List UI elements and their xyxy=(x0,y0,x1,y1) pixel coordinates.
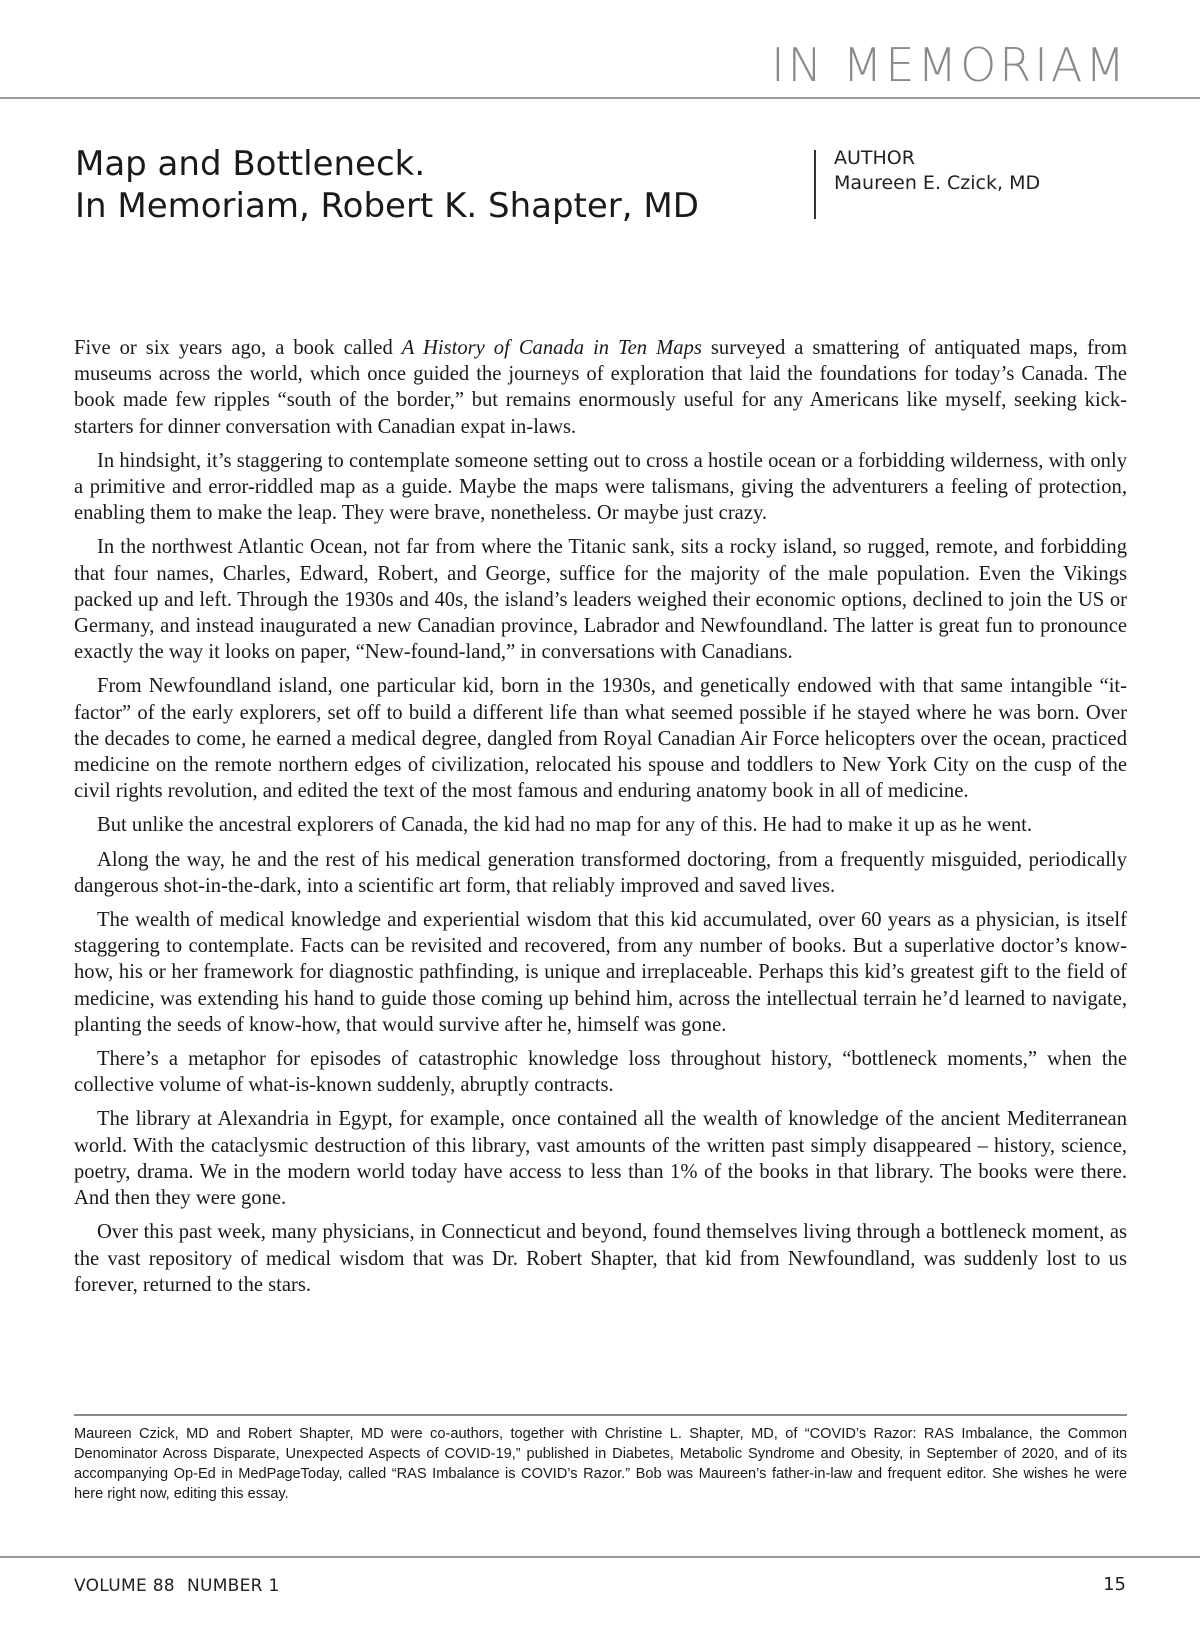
paragraph-text: surveyed a smattering of antiquated maps, from museums across the world, which once guided the journeys of exploration that laid the foundations for today’s Canada. The book made few ripples “south of the border,” but remains enormously useful for any Americans like myself, seeking kick-starters for dinner conversation with Canadian expat in-laws. xyxy=(74,337,1128,438)
number-label: NUMBER 1 xyxy=(186,1576,280,1596)
paragraph: The wealth of medical knowledge and experiential wisdom that this kid accumulated, over 60 years as a physician, is itself staggering to contemplate. Facts can be revisited and recovered, from any number of books. But a superlative doctor’s know-how, his or her framework for diagnostic pathfinding, is unique and irreplaceable. Perhaps this kid’s greatest gift to the field of medicine, was extending his hand to guide those coming up behind him, across the intellectual terrain he’d learned to navigate, planting the seeds of know-how, that would survive after he, himself was gone. xyxy=(74,909,1127,1036)
paragraph: There’s a metaphor for episodes of catastrophic knowledge loss throughout history, “bottleneck moments,” when the collective volume of what-is-known suddenly, abruptly contracts. xyxy=(74,1048,1127,1097)
paragraph: From Newfoundland island, one particular kid, born in the 1930s, and genetically endowed with that same intangible “it-factor” of the early explorers, set off to build a different life than what seemed possible if he stayed where he was born. Over the decades to come, he earned a medical degree, dangled from Royal Canadian Air Force helicopters over the ocean, practiced medicine on the remote northern edges of civilization, relocated his spouse and toddlers to New York City on the cusp of the civil rights revolution, and edited the text of the most famous and enduring anatomy book in all of medicine. xyxy=(74,675,1127,803)
paragraph: Along the way, he and the rest of his medical generation transformed doctoring, from a frequently misguided, periodically dangerous shot-in-the-dark, into a scientific art form, that reliably improved and saved lives. xyxy=(74,848,1127,897)
article-title-line-2: In Memoriam, Robert K. Shapter, MD xyxy=(75,186,699,226)
footer-divider xyxy=(0,1556,1200,1558)
author-block xyxy=(834,146,1040,196)
article-title xyxy=(75,143,795,227)
author-name: Maureen E. Czick, MD xyxy=(834,172,1041,194)
header-divider xyxy=(0,97,1200,99)
author-divider xyxy=(814,150,816,219)
footer-issue xyxy=(74,1576,280,1596)
paragraph xyxy=(74,335,1127,440)
paragraph-text: Five or six years ago, a book called xyxy=(74,337,402,359)
volume-label: VOLUME 88 xyxy=(74,1576,175,1596)
paragraph: In hindsight, it’s staggering to contemplate someone setting out to cross a hostile ocean or a forbidding wilderness, with only a primitive and error-riddled map as a guide. Maybe the maps were talismans, giving the adventurers a feeling of protection, enabling them to make the leap. They were brave, nonetheless. Or maybe just crazy. xyxy=(74,449,1127,525)
article-title-line-1: Map and Bottleneck. xyxy=(75,144,426,184)
paragraph: But unlike the ancestral explorers of Canada, the kid had no map for any of this. He had to make it up as he went. xyxy=(97,814,1033,837)
paragraph: Over this past week, many physicians, in Connecticut and beyond, found themselves living through a bottleneck moment, as the vast repository of medical wisdom that was Dr. Robert Shapter, that kid from Newfoundland, was suddenly lost to us forever, returned to the stars. xyxy=(74,1221,1127,1296)
section-label: IN MEMORIAM xyxy=(771,38,1128,92)
author-heading: AUTHOR xyxy=(834,147,915,169)
footnote-divider xyxy=(74,1414,1127,1416)
paragraph: In the northwest Atlantic Ocean, not far from where the Titanic sank, sits a rocky island, so rugged, remote, and forbidding that four names, Charles, Edward, Robert, and George, suffice for the majority of the male population. Even the Vikings packed up and left. Through the 1930s and 40s, the island’s leaders weighed their economic options, declined to join the US or Germany, and instead inaugurated a new Canadian province, Labrador and Newfoundland. The latter is great fun to pronounce exactly the way it looks on paper, “New-found-land,” in conversations with Canadians. xyxy=(74,536,1127,664)
article-body xyxy=(74,335,1127,1306)
paragraph: The library at Alexandria in Egypt, for example, once contained all the wealth of knowledge of the ancient Mediterranean world. With the cataclysmic destruction of this library, vast amounts of the written past simply disappeared – history, science, poetry, drama. We in the modern world today have access to less than 1% of the books in that library. The books were there. And then they were gone. xyxy=(74,1108,1127,1210)
author-footnote: Maureen Czick, MD and Robert Shapter, MD were co-authors, together with Christine L. Shapter, MD, of “COVID’s Razor: RAS Imbalance, the Common Denominator Across Disparate, Unexpected Aspects of COVID-19,” published in Diabetes, Metabolic Syndrome and Obesity, in September of 2020, and of its accompanying Op-Ed in MedPageToday, called “RAS Imbalance is COVID’s Razor.” Bob was Maureen’s father-in-law and frequent editor. She wishes he were here right now, editing this essay. xyxy=(74,1426,1127,1502)
page-number: 15 xyxy=(1103,1574,1126,1595)
book-title: A History of Canada in Ten Maps xyxy=(401,337,702,359)
